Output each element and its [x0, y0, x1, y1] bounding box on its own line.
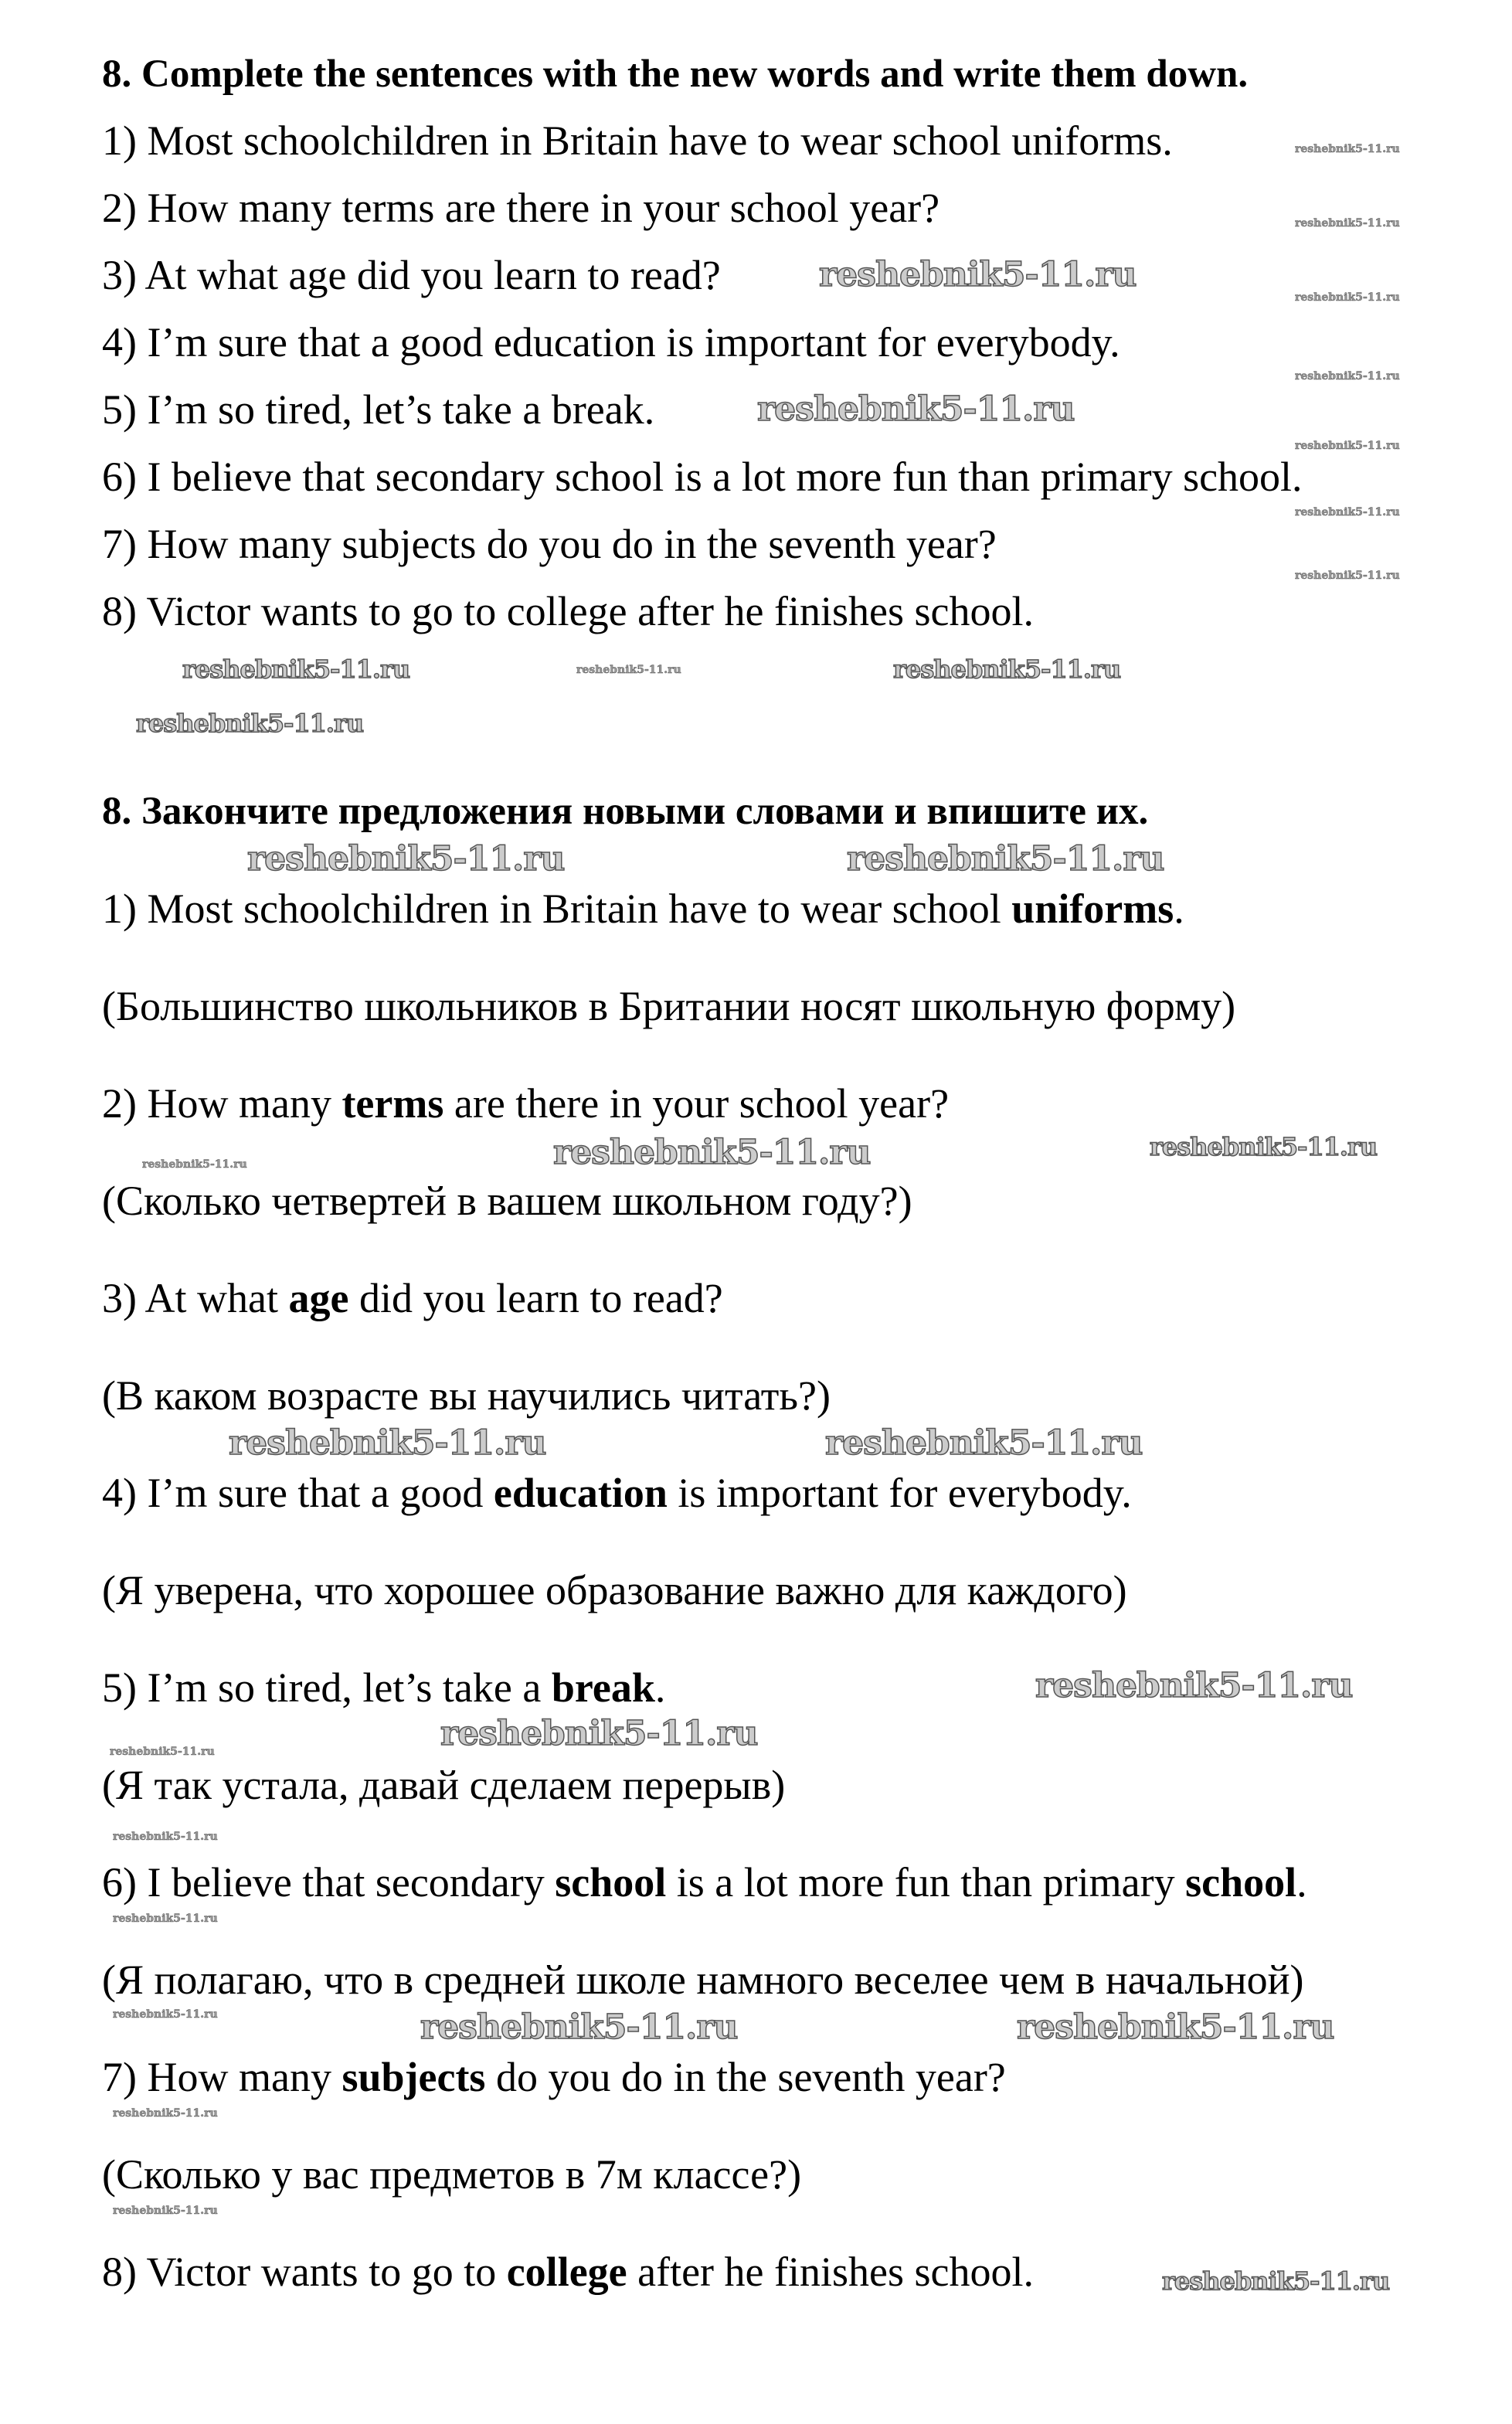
exercise-sentence: 5) I’m so tired, let’s take a break.	[102, 386, 655, 433]
watermark: reshebnik5-11.ru	[1295, 291, 1400, 304]
exercise-sentence: 8) Victor wants to go to college after he finishes school.	[102, 588, 1034, 634]
answer-keyword: terms	[341, 1080, 444, 1127]
answer-text: 3) At what	[102, 1275, 289, 1321]
watermark: reshebnik5-11.ru	[1295, 506, 1400, 518]
answer-keyword: education	[493, 1470, 668, 1516]
answer-keyword: school	[1185, 1859, 1297, 1906]
answer-sentence	[102, 2247, 1034, 2297]
answer-translation: (Сколько у вас предметов в 7м классе?)	[102, 2151, 802, 2198]
watermark: reshebnik5-11.ru	[182, 654, 410, 684]
answer-keyword: school	[555, 1859, 667, 1906]
answer-text: 5) I’m so tired, let’s take a	[102, 1664, 552, 1711]
exercise-sentence: 1) Most schoolchildren in Britain have to wear school uniforms.	[102, 117, 1173, 164]
watermark: reshebnik5-11.ru	[113, 2107, 218, 2120]
answer-text: after he finishes school.	[627, 2249, 1034, 2295]
answer-text: is a lot more fun than primary	[666, 1859, 1186, 1906]
watermark: reshebnik5-11.ru	[1295, 217, 1400, 229]
answer-translation: (Я уверена, что хорошее образование важно для каждого)	[102, 1567, 1127, 1613]
watermark: reshebnik5-11.ru	[1295, 370, 1400, 382]
watermark: reshebnik5-11.ru	[247, 839, 565, 879]
watermark: reshebnik5-11.ru	[142, 1158, 247, 1171]
watermark: reshebnik5-11.ru	[825, 1423, 1143, 1463]
answer-text: .	[1296, 1859, 1307, 1906]
answer-sentence	[102, 1858, 1307, 1907]
answer-translation: (Я полагаю, что в средней школе намного веселее чем в начальной)	[102, 1957, 1304, 2003]
exercise-sentence: 7) How many subjects do you do in the seventh year?	[102, 521, 997, 567]
watermark: reshebnik5-11.ru	[893, 654, 1121, 684]
watermark: reshebnik5-11.ru	[847, 839, 1164, 879]
answers-title: 8. Закончите предложения новыми словами и впишите их.	[102, 790, 1149, 833]
watermark: reshebnik5-11.ru	[1295, 569, 1400, 582]
answer-text: 2) How many	[102, 1080, 342, 1127]
watermark: reshebnik5-11.ru	[110, 1746, 215, 1758]
watermark: reshebnik5-11.ru	[229, 1423, 546, 1463]
watermark: reshebnik5-11.ru	[113, 2205, 218, 2217]
watermark: reshebnik5-11.ru	[819, 255, 1137, 294]
answer-text: 8) Victor wants to go to	[102, 2249, 507, 2295]
answer-text: .	[654, 1664, 666, 1711]
answer-text: 4) I’m sure that a good	[102, 1470, 494, 1516]
answer-keyword: subjects	[341, 2054, 486, 2100]
watermark: reshebnik5-11.ru	[1017, 2008, 1334, 2047]
answer-translation: (Сколько четвертей в вашем школьном году?)	[102, 1178, 912, 1224]
watermark: reshebnik5-11.ru	[113, 1831, 218, 1843]
answer-keyword: age	[288, 1275, 349, 1321]
answer-keyword: uniforms	[1011, 886, 1174, 932]
exercise-sentence: 2) How many terms are there in your school year?	[102, 185, 940, 231]
answer-sentence	[102, 1079, 949, 1128]
watermark: reshebnik5-11.ru	[1295, 440, 1400, 452]
exercise-sentence: 6) I believe that secondary school is a lot more fun than primary school.	[102, 454, 1303, 500]
watermark: reshebnik5-11.ru	[1035, 1666, 1353, 1705]
answer-sentence	[102, 884, 1184, 933]
answer-sentence	[102, 1273, 723, 1323]
watermark: reshebnik5-11.ru	[1150, 1132, 1378, 1161]
watermark: reshebnik5-11.ru	[113, 1912, 218, 1925]
answer-keyword: college	[506, 2249, 627, 2295]
answer-text: did you learn to read?	[348, 1275, 723, 1321]
answer-sentence	[102, 1663, 665, 1712]
watermark: reshebnik5-11.ru	[757, 389, 1075, 429]
answer-sentence	[102, 2052, 1006, 2102]
watermark: reshebnik5-11.ru	[136, 709, 364, 738]
answer-translation: (Большинство школьников в Британии носят школьную форму)	[102, 983, 1236, 1029]
answer-text: are there in your school year?	[443, 1080, 950, 1127]
answer-text: is important for everybody.	[667, 1470, 1132, 1516]
answer-sentence	[102, 1468, 1132, 1518]
answer-text: .	[1174, 886, 1184, 932]
answer-text: do you do in the seventh year?	[485, 2054, 1006, 2100]
answer-keyword: break	[551, 1664, 655, 1711]
watermark: reshebnik5-11.ru	[576, 664, 681, 676]
watermark: reshebnik5-11.ru	[1162, 2266, 1390, 2296]
answer-text: 1) Most schoolchildren in Britain have to wear school	[102, 886, 1012, 932]
answer-translation: (В каком возрасте вы научились читать?)	[102, 1372, 831, 1419]
watermark: reshebnik5-11.ru	[420, 2008, 738, 2047]
answer-text: 7) How many	[102, 2054, 342, 2100]
exercise-title: 8. Complete the sentences with the new words and write them down.	[102, 53, 1249, 96]
watermark: reshebnik5-11.ru	[440, 1714, 758, 1753]
answer-text: 6) I believe that secondary	[102, 1859, 556, 1906]
exercise-sentence: 3) At what age did you learn to read?	[102, 252, 721, 298]
watermark: reshebnik5-11.ru	[553, 1133, 871, 1172]
answer-translation: (Я так устала, давай сделаем перерыв)	[102, 1762, 786, 1808]
exercise-sentence: 4) I’m sure that a good education is important for everybody.	[102, 319, 1120, 365]
watermark: reshebnik5-11.ru	[113, 2008, 218, 2021]
watermark: reshebnik5-11.ru	[1295, 143, 1400, 155]
